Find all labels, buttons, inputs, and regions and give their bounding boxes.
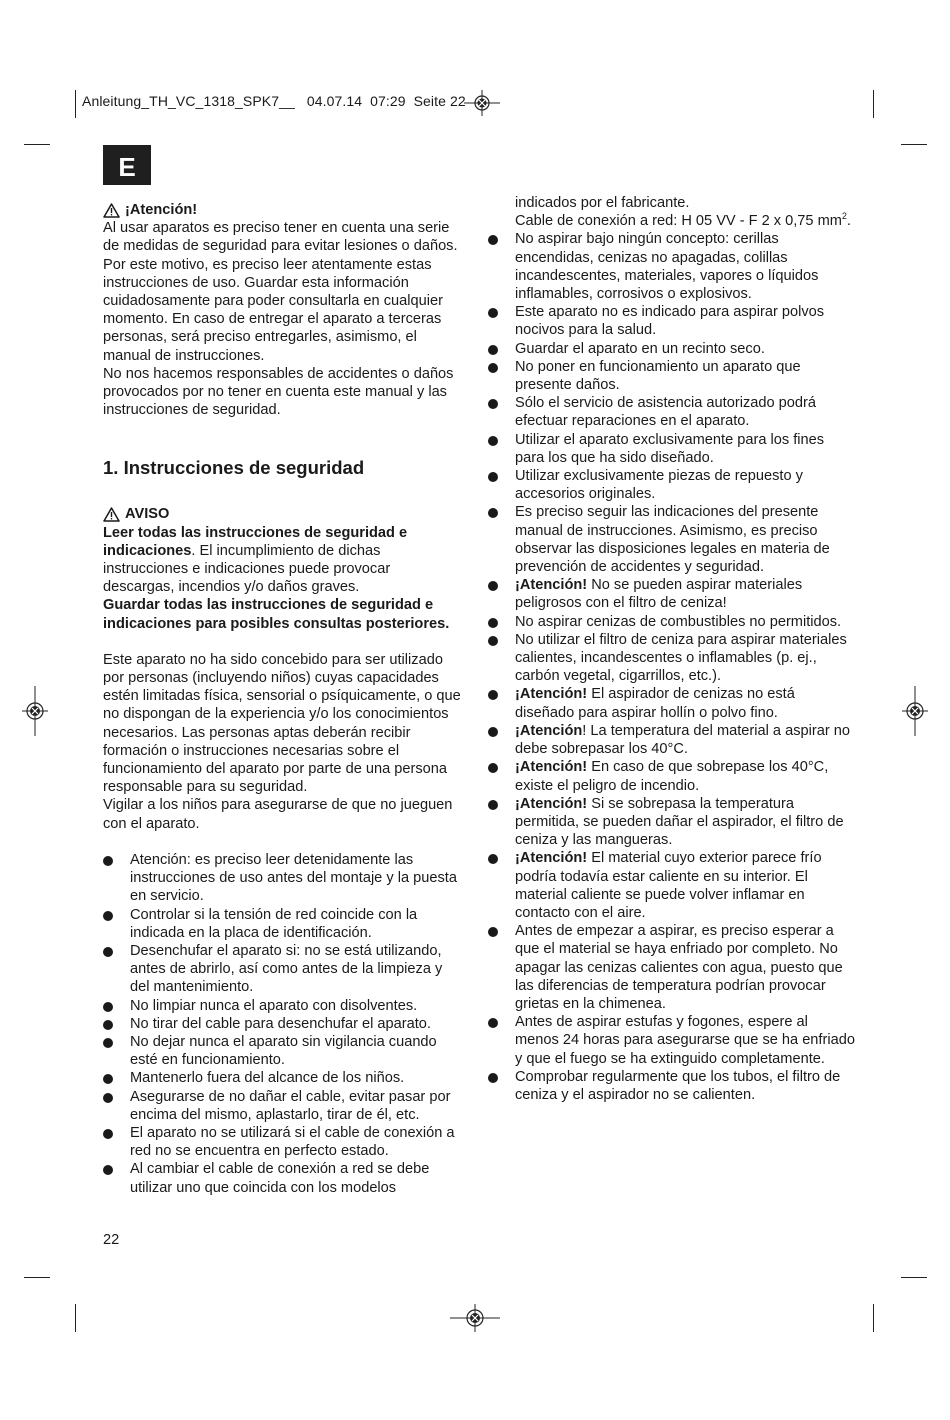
registration-mark-icon (464, 90, 500, 116)
language-marker: E (103, 145, 151, 185)
print-slug: Anleitung_TH_VC_1318_SPK7__ 04.07.14 07:29 Seite 22 (82, 93, 466, 109)
list-item: No utilizar el filtro de ceniza para aspirar materiales calientes, incandescentes o inflamables (p. ej., carbón vegetal, cigarrillos, etc.). (515, 631, 855, 686)
list-item: Comprobar regularmente que los tubos, el filtro de ceniza y el aspirador no se calienten. (515, 1068, 855, 1104)
bullet-icon (488, 345, 498, 355)
trim-mark (75, 1304, 76, 1332)
bullet-icon (103, 1038, 113, 1048)
trim-mark (901, 144, 927, 145)
registration-mark-icon (450, 1304, 500, 1332)
bullet-icon (488, 854, 498, 864)
bullet-icon (488, 508, 498, 518)
aviso-paragraph (103, 524, 465, 597)
list-item: ¡Atención! No se pueden aspirar materiales peligrosos con el filtro de ceniza! (515, 576, 855, 612)
aviso-text: . El incumplimiento de dichas instrucciones e indicaciones puede provocar descargas, incendios y/o daños graves. (103, 542, 391, 596)
aviso-heading (103, 505, 465, 523)
section-title: 1. Instrucciones de seguridad (103, 457, 365, 479)
list-item: No aspirar bajo ningún concepto: cerillas encendidas, cenizas no apagadas, colillas incandescentes, materiales, vapores o líquidos inflamables, corrosivos o explosivos. (515, 230, 855, 303)
list-item: No poner en funcionamiento un aparato que presente daños. (515, 358, 855, 394)
list-item: Desenchufar el aparato si: no se está utilizando, antes de abrirlo, así como antes de la limpieza y del mantenimiento. (103, 942, 465, 997)
list-item: Antes de empezar a aspirar, es preciso esperar a que el material se haya enfriado por completo. No apagar las cenizas calientes con agua, puesto que las diferencias de temperatura podrían provocar grietas en la chimenea. (515, 922, 855, 1013)
page-number: 22 (103, 1232, 120, 1248)
registration-mark-icon (902, 686, 928, 736)
list-item: Utilizar el aparato exclusivamente para los fines para los que ha sido diseñado. (515, 431, 855, 467)
list-item: Controlar si la tensión de red coincide con la indicada en la placa de identificación. (103, 906, 465, 942)
bullet-icon (103, 911, 113, 921)
left-column (103, 201, 465, 1197)
bullet-icon (103, 1074, 113, 1084)
bullet-icon (103, 1020, 113, 1030)
bullet-icon (488, 308, 498, 318)
list-item: Utilizar exclusivamente piezas de repuesto y accesorios originales. (515, 467, 855, 503)
bullet-icon (488, 235, 498, 245)
left-bullet-list (103, 851, 465, 1197)
right-bullet-list (515, 230, 855, 1104)
list-item: El aparato no se utilizará si el cable de conexión a red no se encuentra en perfecto estado. (103, 1124, 465, 1160)
list-item: No aspirar cenizas de combustibles no permitidos. (515, 613, 855, 631)
trim-mark (873, 90, 874, 118)
warning-triangle-icon (103, 507, 120, 522)
bullet-icon (488, 636, 498, 646)
bullet-icon (488, 800, 498, 810)
children-paragraph: Vigilar a los niños para asegurarse de que no jueguen con el aparato. (103, 797, 453, 832)
continuation-text: indicados por el fabricante. (515, 195, 690, 211)
bullet-icon (488, 1073, 498, 1083)
list-item: Al cambiar el cable de conexión a red se debe utilizar uno que coincida con los modelos (103, 1160, 465, 1196)
trim-mark (873, 1304, 874, 1332)
trim-mark (24, 1277, 50, 1278)
list-item: ¡Atención! En caso de que sobrepase los 40°C, existe el peligro de incendio. (515, 758, 855, 794)
persons-paragraph: Este aparato no ha sido concebido para ser utilizado por personas (incluyendo niños) cuyas capacidades estén limitadas física, sensorial o psíquicamente, o que no dispongan de la experiencia y/o los conocimientos necesarios. Las personas aptas deberán recibir formación o instrucciones necesarias sobre el funcionamiento del aparato por parte de una persona responsable para su seguridad. (103, 651, 461, 796)
list-item: ¡Atención! La temperatura del material a aspirar no debe sobrepasar los 40°C. (515, 722, 855, 758)
list-item: ¡Atención! El material cuyo exterior parece frío podría todavía estar caliente en su interior. El material caliente se puede volver inflamar en contacto con el aire. (515, 849, 855, 922)
list-item: Atención: es preciso leer detenidamente las instrucciones de uso antes del montaje y la puesta en servicio. (103, 851, 465, 906)
bullet-icon (103, 1093, 113, 1103)
bullet-icon (488, 763, 498, 773)
list-item: Asegurarse de no dañar el cable, evitar pasar por encima del mismo, aplastarlo, tirar de él, etc. (103, 1088, 465, 1124)
bullet-icon (103, 947, 113, 957)
trim-mark (75, 90, 76, 118)
list-item: ¡Atención! El aspirador de cenizas no está diseñado para aspirar hollín o polvo fino. (515, 685, 855, 721)
bullet-icon (488, 927, 498, 937)
bullet-icon (488, 472, 498, 482)
trim-mark (901, 1277, 927, 1278)
continuation-text: Cable de conexión a red: H 05 VV - F 2 x 0,75 $mm^2$. (515, 211, 851, 230)
attention-heading (103, 201, 465, 219)
bullet-icon (103, 1002, 113, 1012)
list-item: Es preciso seguir las indicaciones del presente manual de instrucciones. Asimismo, es preciso observar las disposiciones legales en materia de prevención de accidentes y seguridad. (515, 503, 855, 576)
bullet-icon (488, 727, 498, 737)
attention-paragraph: Al usar aparatos es preciso tener en cuenta una serie de medidas de seguridad para evitar lesiones o daños. Por este motivo, es preciso leer atentamente estas instrucciones de uso. Guardar esta información cuidadosamente para poder consultarla en cualquier momento. En caso de entregar el aparato a terceras personas, será preciso entregarles, asimismo, el manual de instrucciones. (103, 220, 458, 364)
list-item: No dejar nunca el aparato sin vigilancia cuando esté en funcionamiento. (103, 1033, 465, 1069)
warning-triangle-icon (103, 203, 120, 218)
aviso-heading-text: AVISO (125, 506, 170, 523)
bullet-icon (488, 399, 498, 409)
bullet-icon (488, 436, 498, 446)
list-item: No limpiar nunca el aparato con disolventes. (103, 997, 465, 1015)
list-item: Mantenerlo fuera del alcance de los niños. (103, 1069, 465, 1087)
list-item: Este aparato no es indicado para aspirar polvos nocivos para la salud. (515, 303, 855, 339)
bullet-icon (488, 581, 498, 591)
bullet-icon (103, 1129, 113, 1139)
attention-paragraph: No nos hacemos responsables de accidentes o daños provocados por no tener en cuenta este manual y las instrucciones de seguridad. (103, 365, 454, 419)
trim-mark (24, 144, 50, 145)
bullet-icon (488, 618, 498, 628)
bullet-icon (488, 363, 498, 373)
list-item: ¡Atención! Si se sobrepasa la temperatura permitida, se pueden dañar el aspirador, el filtro de ceniza y las mangueras. (515, 795, 855, 850)
list-item: No tirar del cable para desenchufar el aparato. (103, 1015, 465, 1033)
attention-heading-text: ¡Atención! (125, 202, 198, 218)
list-item: Antes de aspirar estufas y fogones, espere al menos 24 horas para asegurarse que se ha enfriado y que el fuego se ha extinguido completamente. (515, 1013, 855, 1068)
list-item: Sólo el servicio de asistencia autorizado podrá efectuar reparaciones en el aparato. (515, 394, 855, 430)
aviso-bold-paragraph: Guardar todas las instrucciones de seguridad e indicaciones para posibles consultas posteriores. (103, 597, 450, 632)
aviso-bold-text: Leer todas las instrucciones de seguridad e indicaciones (103, 524, 408, 559)
bullet-icon (103, 1165, 113, 1175)
right-column (515, 194, 855, 1104)
bullet-icon (488, 690, 498, 700)
bullet-icon (488, 1018, 498, 1028)
registration-mark-icon (22, 686, 48, 736)
list-item: Guardar el aparato en un recinto seco. (515, 340, 855, 358)
bullet-icon (103, 856, 113, 866)
